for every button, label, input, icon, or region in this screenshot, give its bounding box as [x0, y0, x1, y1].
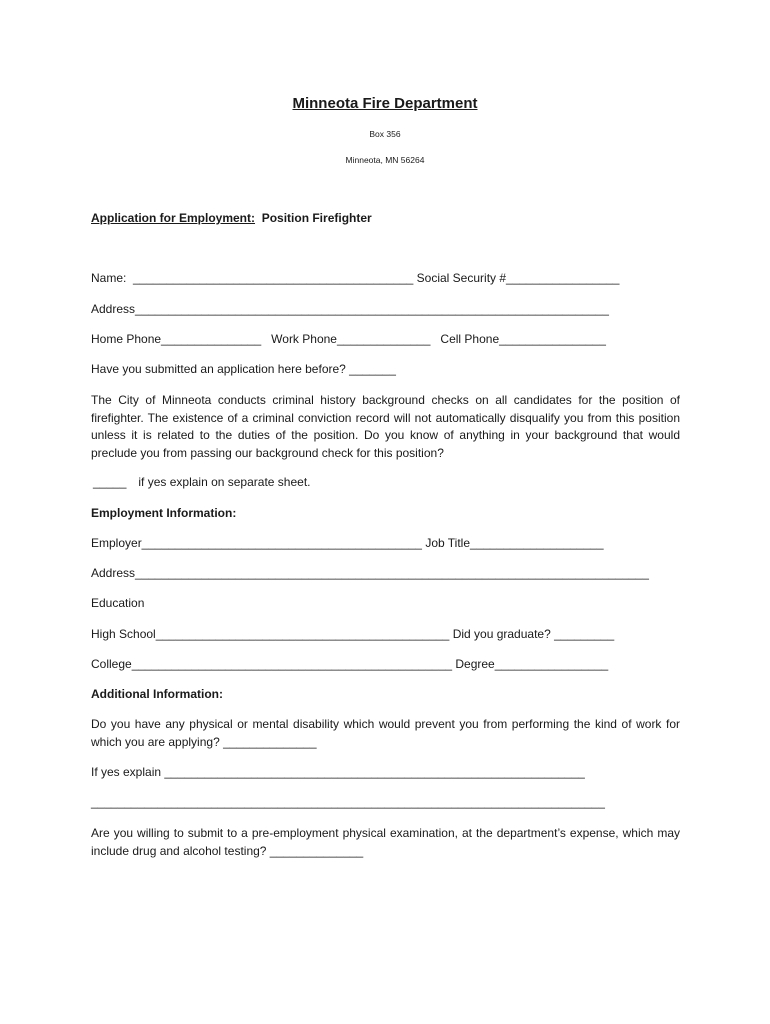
disability-question[interactable]: Do you have any physical or mental disability which would prevent you from performing the kind of work for which you are applying? ______________ [91, 717, 680, 749]
additional-heading: Additional Information: [91, 687, 223, 701]
home-phone-field[interactable]: Home Phone_______________ [91, 332, 262, 346]
employment-heading: Employment Information: [91, 506, 237, 520]
phone-row [91, 332, 606, 346]
prior-application-field[interactable]: Have you submitted an application here before? _______ [91, 362, 396, 376]
employer-field[interactable]: Employer__________________________________________ [91, 536, 426, 550]
position-title: Position Firefighter [261, 211, 372, 225]
ssn-field[interactable]: Social Security #_________________ [416, 271, 620, 285]
disability-explain-continuation[interactable]: _____________________________________________________________________________ [91, 795, 605, 809]
name-field[interactable]: Name: __________________________________________ [91, 271, 417, 285]
college-row [91, 657, 608, 671]
physical-exam-question[interactable]: Are you willing to submit to a pre-employment physical examination, at the department’s expense, which may include drug and alcohol testing? ______________ [91, 826, 680, 858]
name-row [91, 271, 619, 285]
city-address: Minneota, MN 56264 [345, 155, 425, 165]
disability-explain-field[interactable]: If yes explain _______________________________________________________________ [91, 765, 585, 779]
background-check-paragraph: The City of Minneota conducts criminal history background checks on all candidates for the position of firefighter. The existence of a criminal conviction record will not automatically disqualify you from this position unless it is related to the duties of the position. Do you know of anything in your background that would preclude you from passing our background check for this position? [91, 393, 680, 460]
application-heading [91, 211, 372, 225]
cell-phone-field[interactable]: Cell Phone________________ [440, 332, 606, 346]
graduated-field[interactable]: Did you graduate? _________ [452, 627, 615, 641]
explain-note: if yes explain on separate sheet. [138, 475, 311, 489]
degree-field[interactable]: Degree_________________ [455, 657, 609, 671]
employer-row [91, 536, 604, 550]
work-phone-field[interactable]: Work Phone______________ [271, 332, 431, 346]
application-label: Application for Employment: [91, 211, 256, 225]
job-title-field[interactable]: Job Title____________________ [425, 536, 604, 550]
background-answer-row [91, 475, 310, 489]
address-field[interactable]: Address_______________________________________________________________________ [91, 302, 609, 316]
high-school-field[interactable]: High School____________________________________________ [91, 627, 453, 641]
employer-address-field[interactable]: Address_____________________________________________________________________________ [91, 566, 649, 580]
high-school-row [91, 627, 614, 641]
education-label: Education [91, 596, 145, 610]
background-answer-field[interactable]: _____ [93, 475, 127, 489]
page-title: Minneota Fire Department [292, 95, 478, 112]
college-field[interactable]: College________________________________________________ [91, 657, 456, 671]
box-number: Box 356 [369, 129, 401, 139]
